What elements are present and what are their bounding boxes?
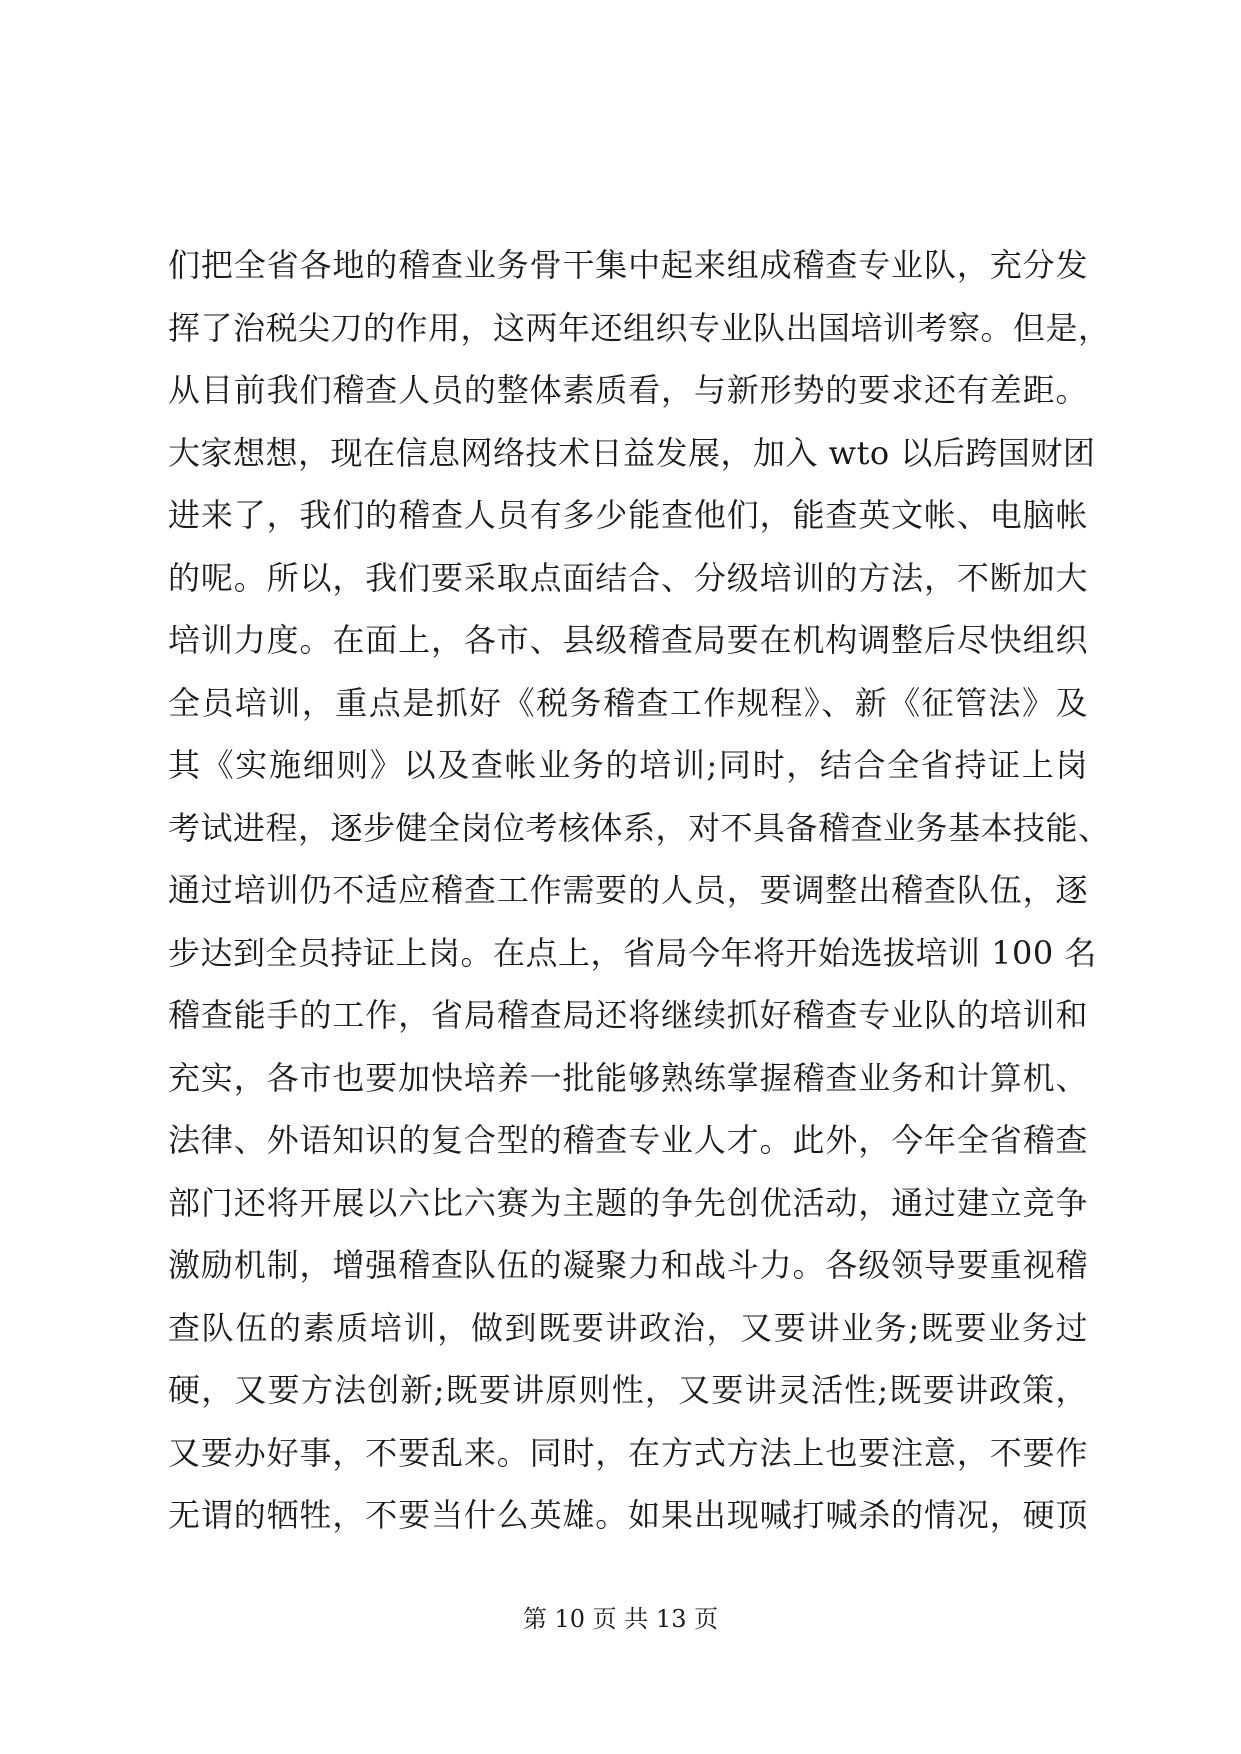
text-line: 部门还将开展以六比六赛为主题的争先创优活动，通过建立竞争 [168, 1183, 1088, 1222]
text-line: 硬，又要方法创新;既要讲原则性，又要讲灵活性;既要讲政策， [168, 1371, 1088, 1409]
text-line: 的呢。所以，我们要采取点面结合、分级培训的方法，不断加大 [168, 558, 1088, 597]
text-line: 通过培训仍不适应稽查工作需要的人员，要调整出稽查队伍，逐 [168, 871, 1088, 909]
text-line: 又要办好事，不要乱来。同时，在方式方法上也要注意，不要作 [168, 1433, 1088, 1472]
text-line: 无谓的牺牲，不要当什么英雄。如果出现喊打喊杀的情况，硬顶 [168, 1496, 1088, 1534]
text-line: 充实，各市也要加快培养一批能够熟练掌握稽查业务和计算机、 [168, 1058, 1088, 1097]
text-line: 大家想想，现在信息网络技术日益发展，加入 wto 以后跨国财团 [168, 433, 1096, 472]
text-line: 们把全省各地的稽查业务骨干集中起来组成稽查专业队，充分发 [168, 246, 1088, 284]
text-line: 查队伍的素质培训，做到既要讲政治，又要讲业务;既要业务过 [168, 1308, 1088, 1347]
text-line: 步达到全员持证上岗。在点上，省局今年将开始选拔培训 100 名 [168, 933, 1097, 972]
text-line: 其《实施细则》以及查帐业务的培训;同时，结合全省持证上岗 [168, 746, 1088, 784]
text-line: 挥了治税尖刀的作用，这两年还组织专业队出国培训考察。但是， [168, 308, 1111, 347]
body-text [168, 234, 1111, 1547]
page-number-footer: 第 10 页 共 13 页 [522, 1605, 719, 1633]
text-line: 培训力度。在面上，各市、县级稽查局要在机构调整后尽快组织 [168, 621, 1088, 659]
text-line: 从目前我们稽查人员的整体素质看，与新形势的要求还有差距。 [168, 371, 1088, 409]
text-line: 稽查能手的工作，省局稽查局还将继续抓好稽查专业队的培训和 [168, 996, 1088, 1034]
text-line: 考试进程，逐步健全岗位考核体系，对不具备稽查业务基本技能、 [168, 808, 1111, 847]
text-line: 全员培训，重点是抓好《税务稽查工作规程》、新《征管法》及 [168, 683, 1088, 722]
text-line: 激励机制，增强稽查队伍的凝聚力和战斗力。各级领导要重视稽 [168, 1246, 1088, 1284]
text-line: 进来了，我们的稽查人员有多少能查他们，能查英文帐、电脑帐 [168, 496, 1088, 534]
text-line: 法律、外语知识的复合型的稽查专业人才。此外，今年全省稽查 [168, 1121, 1088, 1159]
